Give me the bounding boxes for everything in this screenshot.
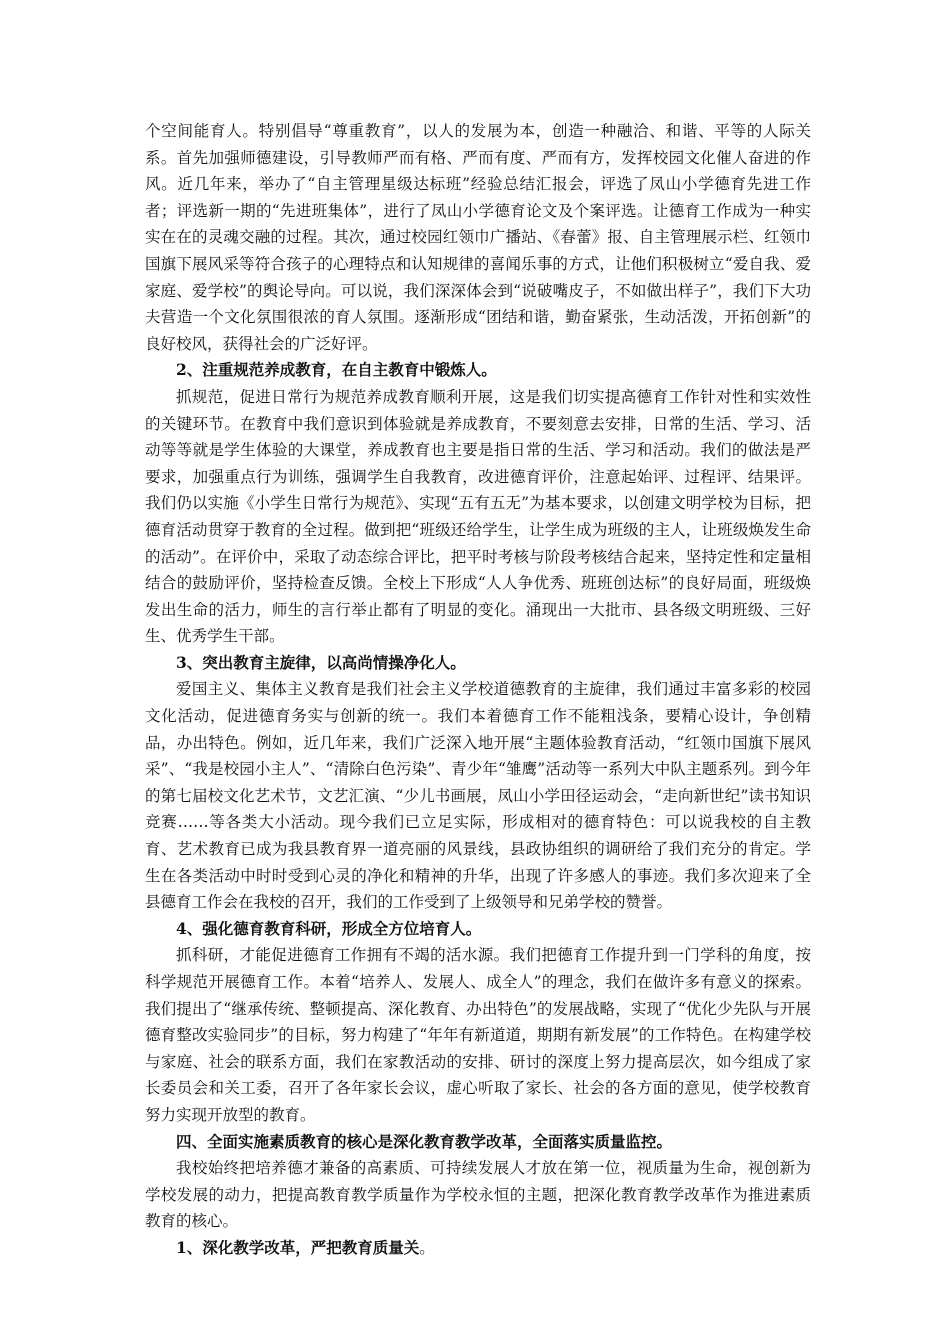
section-heading-1-tail: 。: [419, 1238, 435, 1257]
section-heading-3: 3、突出教育主旋律，以高尚情操净化人。: [176, 652, 466, 672]
section-heading-1-text: 1、深化教学改革，严把教育质量关: [176, 1237, 420, 1257]
section-heading-4: 4、强化德育教育科研，形成全方位培育人。: [176, 918, 482, 938]
paragraph-3: 爱国主义、集体主义教育是我们社会主义学校道德教育的主旋律，我们通过丰富多彩的校园文化活动，促进德育务实与创新的统一。我们本着德育工作不能粗浅条，要精心设计，争创精品，办出特色。例如，近几年来，我们广泛深入地开展“主题体验教育活动，“红领巾国旗下展风采”、“我是校园小主人”、“清除白色污染”、青少年“雏鹰”活动等一系列大中队主题系列。到今年的第七届校文化艺术节，文艺汇演、“少儿书画展，凤山小学田径运动会，“走向新世纪”读书知识竞赛……等各类大小活动。现今我们已立足实际，形成相对的德育特色：可以说我校的自主教育、艺术教育已成为我县教育界一道亮丽的风景线，县政协组织的调研给了我们充分的肯定。学生在各类活动中时时受到心灵的净化和精神的升华，出现了许多感人的事迹。我们多次迎来了全县德育工作会在我校的召开，我们的工作受到了上级领导和兄弟学校的赞誉。: [145, 680, 811, 912]
chapter-heading-4: 四、全面实施素质教育的核心是深化教育教学改革，全面落实质量监控。: [176, 1131, 673, 1151]
document-page: [145, 118, 811, 1262]
paragraph-4: 抓科研，才能促进德育工作拥有不竭的活水源。我们把德育工作提升到一门学科的角度，按科学规范开展德育工作。本着“培养人、发展人、成全人”的理念，我们在做许多有意义的探索。我们提出了“继承传统、整顿提高、深化教育、办出特色”的发展战略，实现了“优化少先队与开展德育整改实验同步”的目标，努力构建了“年年有新道道，期期有新发展”的工作特色。在构建学校与家庭、社会的联系方面，我们在家教活动的安排、研讨的深度上努力提高层次，如今组成了家长委员会和关工委，召开了各年家长会议，虚心听取了家长、社会的各方面的意见，使学校教育努力实现开放型的教育。: [145, 946, 811, 1124]
section-heading-1: [145, 1235, 811, 1262]
paragraph-5: 我校始终把培养德才兼备的高素质、可持续发展人才放在第一位，视质量为生命，视创新为学校发展的动力，把提高教育教学质量作为学校永恒的主题，把深化教育教学改革作为推进素质教育的核心。: [145, 1159, 811, 1231]
paragraph-1: 个空间能育人。特别倡导“尊重教育”，以人的发展为本，创造一种融洽、和谐、平等的人际关系。首先加强师德建设，引导教师严而有格、严而有度、严而有方，发挥校园文化催人奋进的作风。近几年来，举办了“自主管理星级达标班”经验总结汇报会，评选了凤山小学德育先进工作者；评选新一期的“先进班集体”，进行了凤山小学德育论文及个案评选。让德育工作成为一种实实在在的灵魂交融的过程。其次，通过校园红领巾广播站、《春蕾》报、自主管理展示栏、红领巾国旗下展风采等符合孩子的心理特点和认知规律的喜闻乐事的方式，让他们积极树立“爱自我、爱家庭、爱学校”的舆论导向。可以说，我们深深体会到“说破嘴皮子，不如做出样子”，我们下大功夫营造一个文化氛围很浓的育人氛围。逐渐形成“团结和谐，勤奋紧张，生动活泼，开拓创新”的良好校风，获得社会的广泛好评。: [145, 122, 811, 353]
section-heading-2: 2、注重规范养成教育，在自主教育中锻炼人。: [176, 360, 497, 380]
paragraph-2: 抓规范，促进日常行为规范养成教育顺利开展，这是我们切实提高德育工作针对性和实效性的关键环节。在教育中我们意识到体验就是养成教育，不要刻意去安排，日常的生活、学习、活动等等就是学生体验的大课堂，养成教育也主要是指日常的生活、学习和活动。我们的做法是严要求，加强重点行为训练，强调学生自我教育，改进德育评价，注意起始评、过程评、结果评。我们仍以实施《小学生日常行为规范》、实现“五有五无”为基本要求，以创建文明学校为目标，把德育活动贯穿于教育的全过程。做到把“班级还给学生，让学生成为班级的主人，让班级焕发生命的活动”。在评价中，采取了动态综合评比，把平时考核与阶段考核结合起来，坚持定性和定量相结合的鼓励评价，坚持检查反馈。全校上下形成“人人争优秀、班班创达标”的良好局面，班级焕发出生命的活力，师生的言行举止都有了明显的变化。涌现出一大批市、县各级文明班级、三好生、优秀学生干部。: [145, 387, 811, 646]
